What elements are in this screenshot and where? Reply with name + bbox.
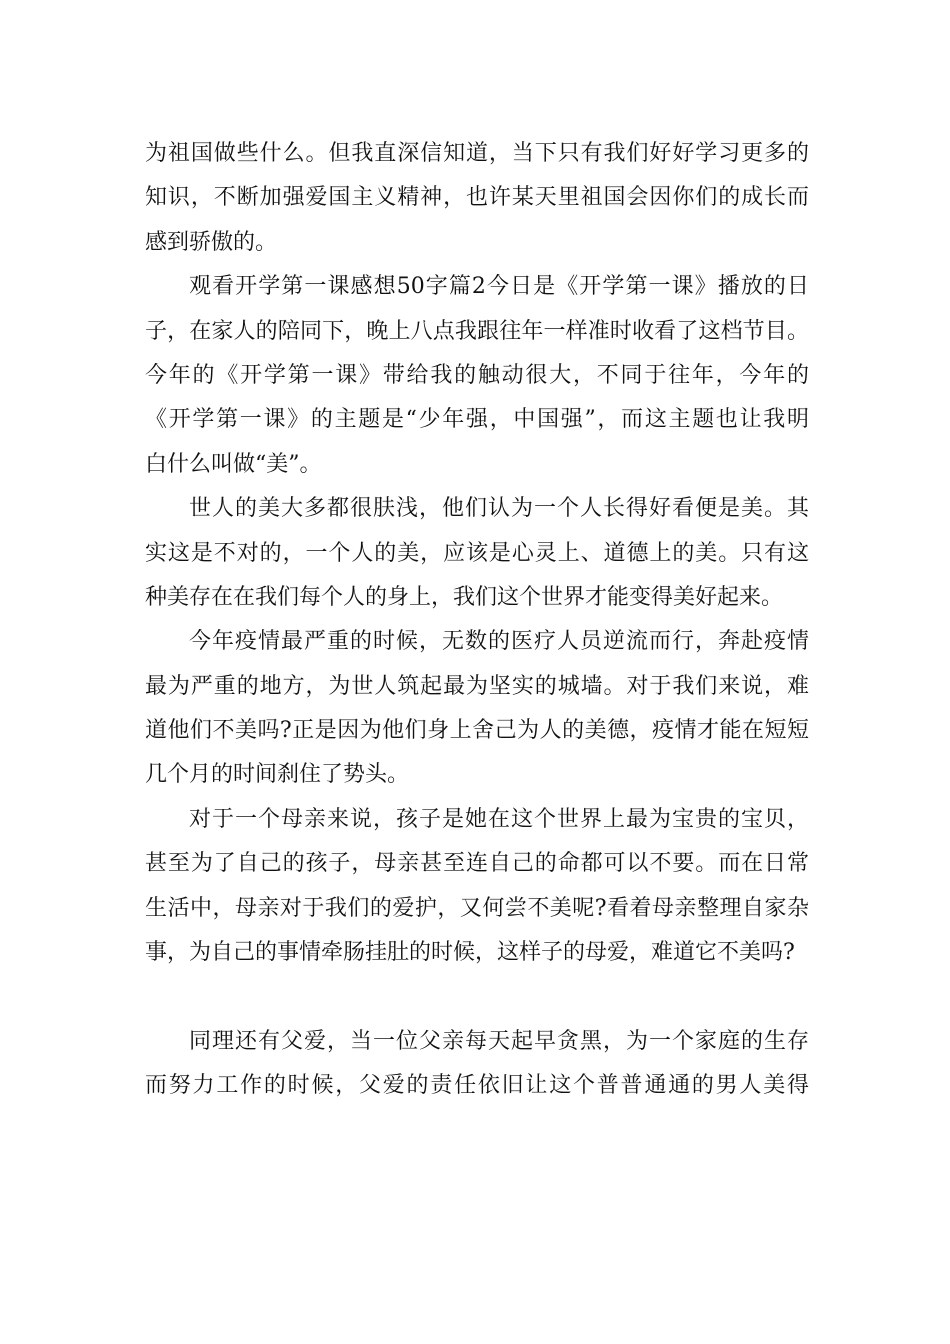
paragraph-line: 道他们不美吗?正是因为他们身上舍己为人的美德，疫情才能在短短 — [145, 718, 809, 744]
paragraph-spacer — [145, 975, 809, 1019]
paragraph-line: 实这是不对的，一个人的美，应该是心灵上、道德上的美。只有这 — [145, 540, 809, 566]
document-body — [145, 132, 809, 1109]
paragraph-2 — [145, 265, 809, 487]
paragraph-line: 感到骄傲的。 — [145, 229, 278, 255]
paragraph-1 — [145, 132, 809, 265]
paragraph-line: 观看开学第一课感想50字篇2今日是《开学第一课》播放的日 — [189, 274, 809, 300]
paragraph-line: 生活中，母亲对于我们的爱护，又何尝不美呢?看着母亲整理自家杂 — [145, 895, 809, 921]
paragraph-line: 而努力工作的时候，父爱的责任依旧让这个普普通通的男人美得 — [145, 1073, 809, 1099]
paragraph-line: 子，在家人的陪同下，晚上八点我跟往年一样准时收看了这档节目。 — [145, 318, 809, 344]
paragraph-line: 几个月的时间刹住了势头。 — [145, 762, 410, 788]
paragraph-line: 为祖国做些什么。但我直深信知道，当下只有我们好好学习更多的 — [145, 141, 809, 166]
paragraph-5 — [145, 798, 809, 976]
paragraph-line: 知识，不断加强爱国主义精神，也许某天里祖国会因你们的成长而 — [145, 185, 809, 211]
paragraph-line: 同理还有父爱，当一位父亲每天起早贪黑，为一个家庭的生存 — [189, 1028, 809, 1054]
paragraph-6 — [145, 1020, 809, 1109]
paragraph-line: 最为严重的地方，为世人筑起最为坚实的城墙。对于我们来说，难 — [145, 673, 809, 699]
paragraph-line: 事，为自己的事情牵肠挂肚的时候，这样子的母爱，难道它不美吗? — [145, 940, 795, 966]
paragraph-line: 今年疫情最严重的时候，无数的医疗人员逆流而行，奔赴疫情 — [189, 629, 809, 655]
paragraph-line: 种美存在在我们每个人的身上，我们这个世界才能变得美好起来。 — [145, 584, 784, 610]
paragraph-line: 今年的《开学第一课》带给我的触动很大，不同于往年，今年的 — [145, 362, 809, 388]
paragraph-line: 白什么叫做“美”。 — [145, 451, 322, 477]
paragraph-line: 甚至为了自己的孩子，母亲甚至连自己的命都可以不要。而在日常 — [145, 851, 809, 877]
paragraph-4 — [145, 620, 809, 798]
paragraph-line: 对于一个母亲来说，孩子是她在这个世界上最为宝贵的宝贝， — [189, 806, 809, 832]
paragraph-line: 《开学第一课》的主题是“少年强，中国强”，而这主题也让我明 — [145, 407, 809, 433]
paragraph-line: 世人的美大多都很肤浅，他们认为一个人长得好看便是美。其 — [189, 496, 809, 522]
paragraph-3 — [145, 487, 809, 620]
